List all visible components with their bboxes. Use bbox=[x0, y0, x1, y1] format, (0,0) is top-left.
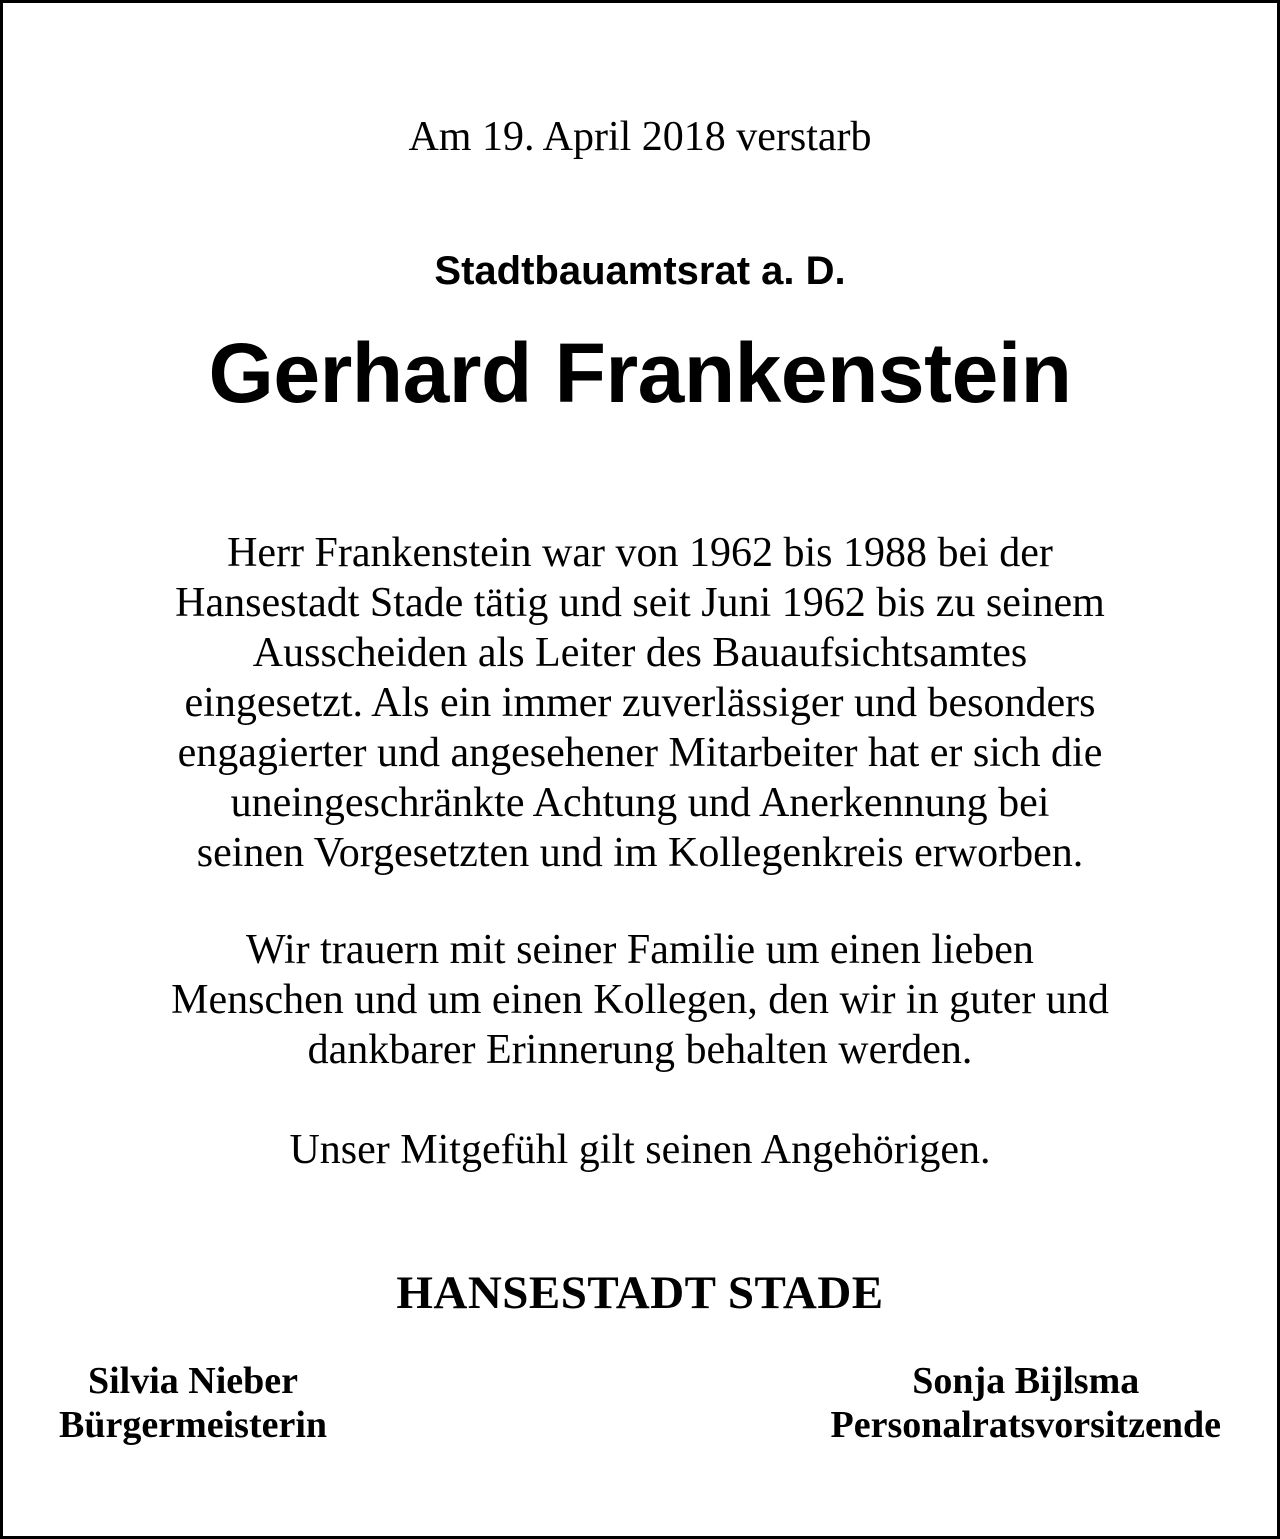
paragraph-line: eingesetzt. Als ein immer zuverlässiger und besonders bbox=[184, 680, 1096, 726]
paragraph-line: engagierter und angesehener Mitarbeiter hat er sich die bbox=[177, 730, 1103, 776]
tribute-paragraph bbox=[3, 528, 1277, 878]
signatory-role: Bürgermeisterin bbox=[59, 1404, 328, 1446]
paragraph-line: dankbarer Erinnerung behalten werden. bbox=[307, 1027, 973, 1073]
signatory-name: Sonja Bijlsma bbox=[912, 1360, 1140, 1402]
deceased-name: Gerhard Frankenstein bbox=[208, 326, 1072, 420]
organization-name: HANSESTADT STADE bbox=[396, 1267, 884, 1319]
signatory-left bbox=[59, 1359, 327, 1447]
paragraph-line: Herr Frankenstein war von 1962 bis 1988 bei der bbox=[227, 530, 1053, 576]
signatory-name: Silvia Nieber bbox=[87, 1360, 299, 1402]
signatory-role: Personalratsvorsitzende bbox=[830, 1404, 1221, 1446]
paragraph-line: seinen Vorgesetzten und im Kollegenkreis erworben. bbox=[196, 830, 1084, 876]
paragraph-line: Unser Mitgefühl gilt seinen Angehörigen. bbox=[289, 1127, 991, 1173]
paragraph-line: Wir trauern mit seiner Familie um einen lieben bbox=[246, 927, 1034, 973]
paragraph-line: Ausscheiden als Leiter des Bauaufsichtsamtes bbox=[252, 630, 1028, 676]
signatory-right bbox=[831, 1359, 1221, 1447]
condolence-paragraph bbox=[3, 1125, 1277, 1175]
paragraph-line: uneingeschränkte Achtung und Anerkennung bei bbox=[230, 780, 1050, 826]
mourning-paragraph bbox=[3, 925, 1277, 1075]
rank-title: Stadtbauamtsrat a. D. bbox=[434, 249, 846, 293]
paragraph-line: Menschen und um einen Kollegen, den wir in guter und bbox=[171, 977, 1109, 1023]
paragraph-line: Hansestadt Stade tätig und seit Juni 1962 bis zu seinem bbox=[175, 580, 1105, 626]
date-line: Am 19. April 2018 verstarb bbox=[408, 114, 872, 160]
